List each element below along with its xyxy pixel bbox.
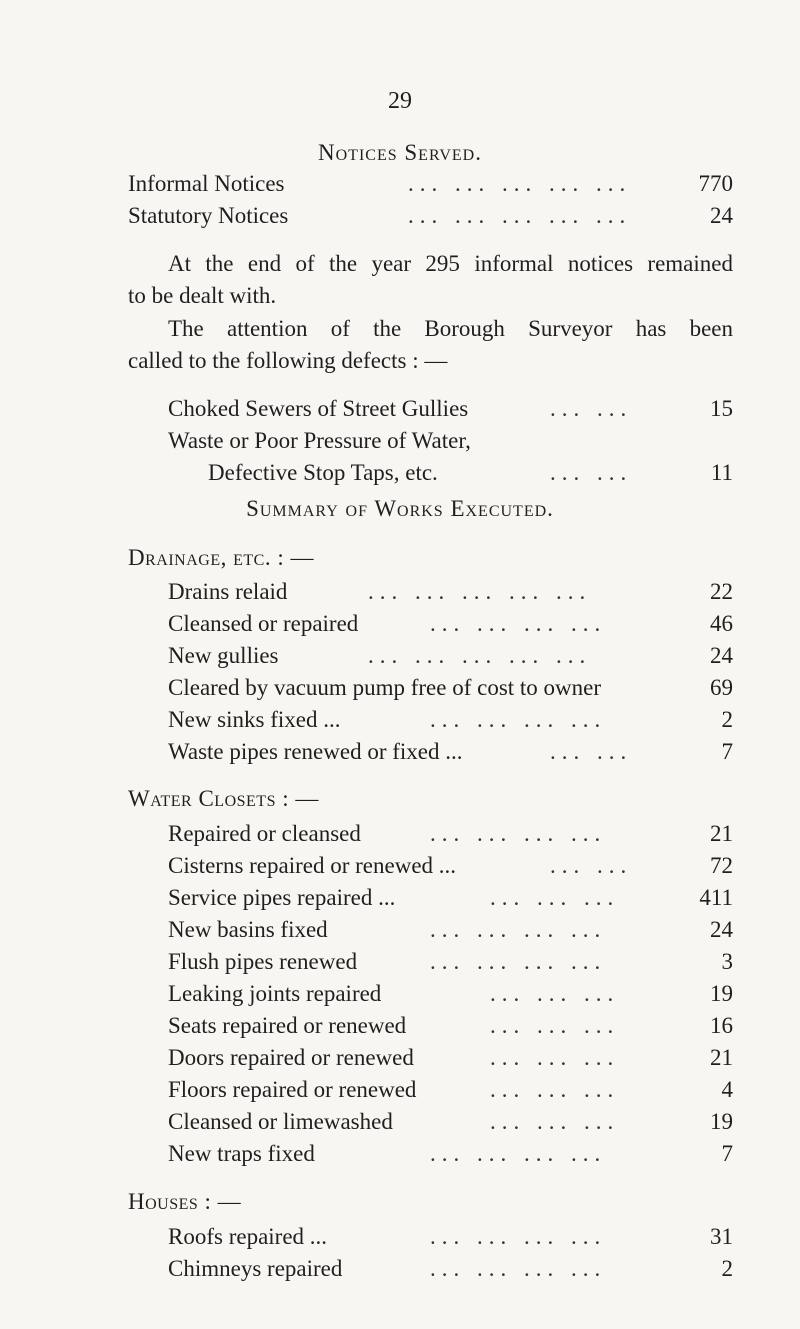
item-label: Doors repaired or renewed [168,1045,414,1070]
leader-dots: ... ... ... [490,1045,620,1070]
drainage-section-title: Drainage, etc. : — [128,545,314,570]
leader-dots: ... ... ... ... ... [408,203,632,228]
item-value: 16 [710,1013,733,1038]
list-item [128,200,733,232]
paragraph-line: At the end of the year 295 informal notices remained [168,251,733,276]
item-value: 69 [710,675,733,700]
list-item [168,1221,733,1253]
houses-section-title: Houses : — [128,1189,242,1214]
leader-dots: ... ... ... ... [430,611,607,636]
item-value: 4 [721,1077,733,1102]
item-value: 3 [721,949,733,974]
item-value: 46 [710,611,733,636]
leader-dots: ... ... ... ... [430,917,607,942]
list-item [168,978,733,1010]
notices-served-heading: Notices Served. [318,140,482,165]
list-item [168,882,733,914]
item-value: 11 [710,460,733,485]
leader-dots: ... ... ... ... ... [368,579,592,604]
list-item [168,576,733,608]
leader-dots: ... ... ... ... [430,1256,607,1281]
item-value: 15 [710,396,733,421]
item-value: 72 [710,853,733,878]
leader-dots: ... ... ... ... ... [408,171,632,196]
leader-dots: ... ... [550,739,633,764]
item-label: Repaired or cleansed [168,821,361,846]
item-value: 19 [710,981,733,1006]
list-item [168,608,733,640]
list-item [168,704,733,736]
list-item [168,1074,733,1106]
item-label: Choked Sewers of Street Gullies [168,396,469,421]
item-label: New traps fixed [168,1141,315,1166]
leader-dots: ... ... [550,460,633,485]
item-label: Informal Notices [128,171,285,196]
leader-dots: ... ... ... ... [430,1141,607,1166]
item-value: 7 [721,1141,733,1166]
list-item [168,1010,733,1042]
leader-dots: ... ... ... [490,885,620,910]
leader-dots: ... ... ... ... [430,1224,607,1249]
list-item [168,1253,733,1285]
leader-dots: ... ... [550,396,633,421]
item-label: Cleansed or limewashed [168,1109,393,1134]
item-label: Cleansed or repaired [168,611,359,636]
list-item [208,457,733,489]
item-value: 31 [710,1224,733,1249]
leader-dots: ... ... ... [490,1109,620,1134]
item-label: Seats repaired or renewed [168,1013,407,1038]
list-item [168,425,733,457]
list-item [168,672,733,704]
paragraph-line: The attention of the Borough Surveyor has been [168,316,733,341]
leader-dots: ... ... ... ... [430,821,607,846]
item-label: Flush pipes renewed [168,949,358,974]
item-value: 24 [710,643,733,668]
item-value: 19 [710,1109,733,1134]
list-item [168,914,733,946]
paragraph-line: to be dealt with. [128,283,277,308]
list-item [168,1138,733,1170]
item-label: Cleared by vacuum pump free of cost to owner [168,675,602,700]
item-label: Leaking joints repaired [168,981,382,1006]
item-label: Defective Stop Taps, etc. [208,460,438,485]
paragraph [128,313,733,377]
item-label: Drains relaid [168,579,288,604]
item-value: 411 [699,885,733,910]
item-value: 24 [710,917,733,942]
list-item [168,850,733,882]
leader-dots: ... ... ... [490,981,620,1006]
item-label: Waste pipes renewed or fixed ... [168,739,463,764]
list-item [168,736,733,768]
leader-dots: ... ... ... ... ... [368,643,592,668]
item-label: Service pipes repaired ... [168,885,396,910]
item-label: New gullies [168,643,279,668]
list-item [168,946,733,978]
list-item [168,1042,733,1074]
leader-dots: ... ... ... ... [430,949,607,974]
item-value: 21 [710,821,733,846]
water-closets-section-title: Water Closets : — [128,786,319,811]
item-label: Chimneys repaired [168,1256,343,1281]
list-item [168,393,733,425]
list-item [168,818,733,850]
paragraph [128,248,733,312]
list-item [128,168,733,200]
page-number: 29 [388,88,412,114]
leader-dots: ... ... ... ... [430,707,607,732]
item-value: 2 [721,707,733,732]
item-label: New sinks fixed ... [168,707,341,732]
list-item [168,1106,733,1138]
item-value: 24 [710,203,733,228]
item-value: 2 [721,1256,733,1281]
item-value: 22 [710,579,733,604]
item-value: 21 [710,1045,733,1070]
leader-dots: ... ... [550,853,633,878]
summary-heading: Summary of Works Executed. [246,496,554,521]
leader-dots: ... ... ... [490,1077,620,1102]
item-label: New basins fixed [168,917,328,942]
list-item [168,640,733,672]
item-value: 7 [721,739,733,764]
item-label: Roofs repaired ... [168,1224,328,1249]
item-label: Statutory Notices [128,203,289,228]
item-label: Floors repaired or renewed [168,1077,417,1102]
leader-dots: ... ... ... [490,1013,620,1038]
item-label: Waste or Poor Pressure of Water, [168,428,471,453]
item-value: 770 [698,171,733,196]
paragraph-line: called to the following defects : — [128,348,448,373]
item-label: Cisterns repaired or renewed ... [168,853,457,878]
